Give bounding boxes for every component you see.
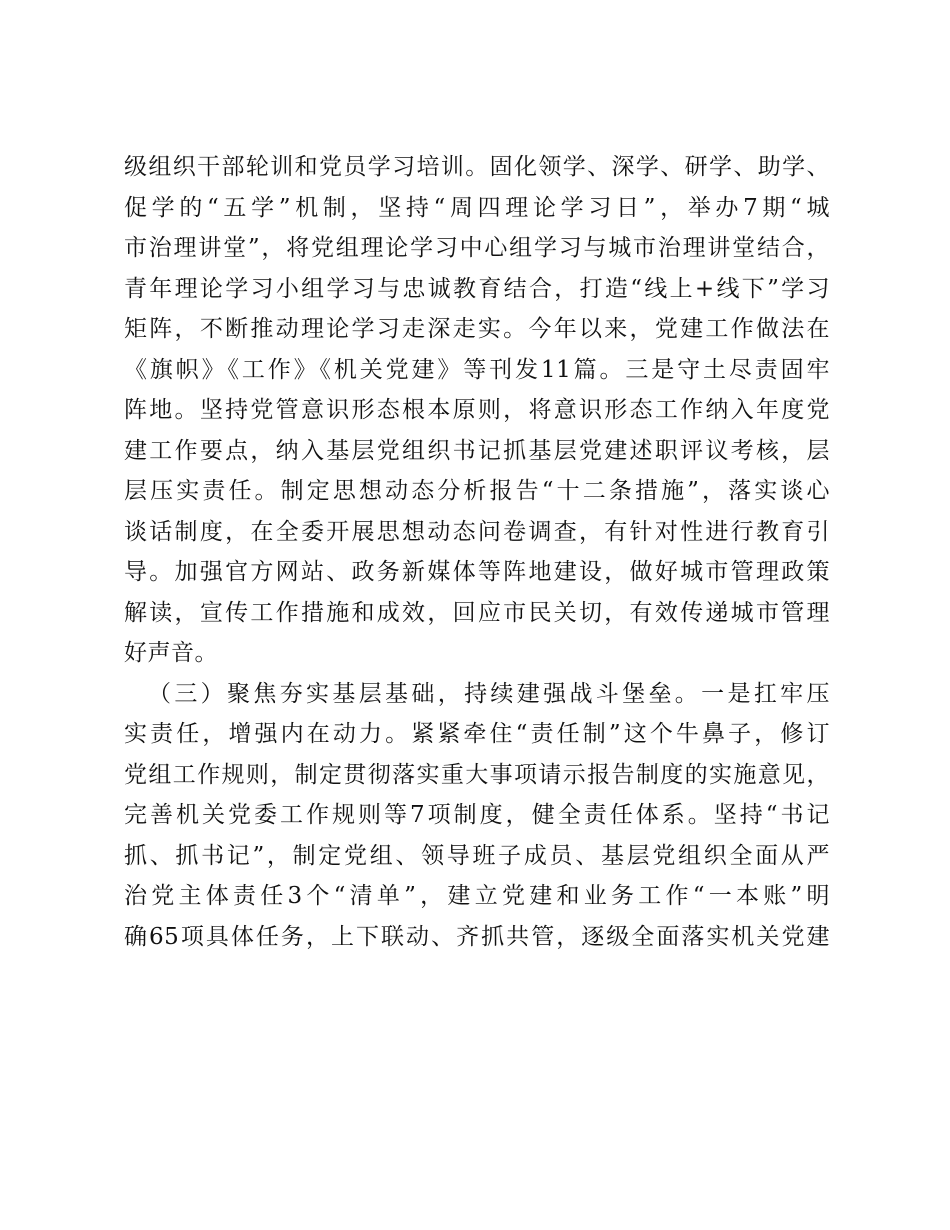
text-line: 治党主体责任3个“清单”，建立党建和业务工作“一本账”明 [124, 883, 830, 909]
text-line: 青年理论学习小组学习与忠诚教育结合，打造“线上+线下”学习 [124, 275, 830, 302]
text-line: 级组织干部轮训和党员学习培训。固化领学、深学、研学、助学、 [124, 154, 830, 180]
text-line: 《旗帜》《工作》《机关党建》等刊发11篇。三是守土尽责固牢 [124, 356, 830, 383]
text-line: 建工作要点，纳入基层党组织书记抓基层党建述职评议考核，层 [124, 437, 830, 464]
text-line: 谈话制度，在全委开展思想动态问卷调查，有针对性进行教育引 [124, 518, 830, 545]
text-line: 党组工作规则，制定贯彻落实重大事项请示报告制度的实施意见， [124, 761, 830, 788]
text-line: 促学的“五学”机制，坚持“周四理论学习日”，举办7期“城 [124, 194, 830, 221]
paragraph-1 [124, 147, 830, 674]
text-line: 层压实责任。制定思想动态分析报告“十二条措施”，落实谈心 [124, 478, 830, 504]
text-line: 抓、抓书记”，制定党组、领导班子成员、基层党组织全面从严 [124, 842, 830, 869]
body-text [124, 147, 830, 957]
text-line: 确65项具体任务，上下联动、齐抓共管，逐级全面落实机关党建 [124, 923, 830, 950]
text-line: 完善机关党委工作规则等7项制度，健全责任体系。坚持“书记 [124, 802, 830, 828]
text-line: 导。加强官方网站、政务新媒体等阵地建设，做好城市管理政策 [124, 559, 830, 585]
text-line: 解读，宣传工作措施和成效，回应市民关切，有效传递城市管理 [124, 599, 830, 626]
text-line: 实责任，增强内在动力。紧紧牵住“责任制”这个牛鼻子，修订 [124, 721, 830, 747]
paragraph-2 [124, 674, 830, 958]
section-heading-line: （三）聚焦夯实基层基础，持续建强战斗堡垒。一是扛牢压 [148, 680, 830, 707]
text-line: 市治理讲堂”，将党组理论学习中心组学习与城市治理讲堂结合， [124, 235, 830, 261]
text-line: 矩阵，不断推动理论学习走深走实。今年以来，党建工作做法在 [124, 316, 830, 342]
text-line: 好声音。 [124, 640, 218, 666]
text-line: 阵地。坚持党管意识形态根本原则，将意识形态工作纳入年度党 [124, 397, 830, 423]
